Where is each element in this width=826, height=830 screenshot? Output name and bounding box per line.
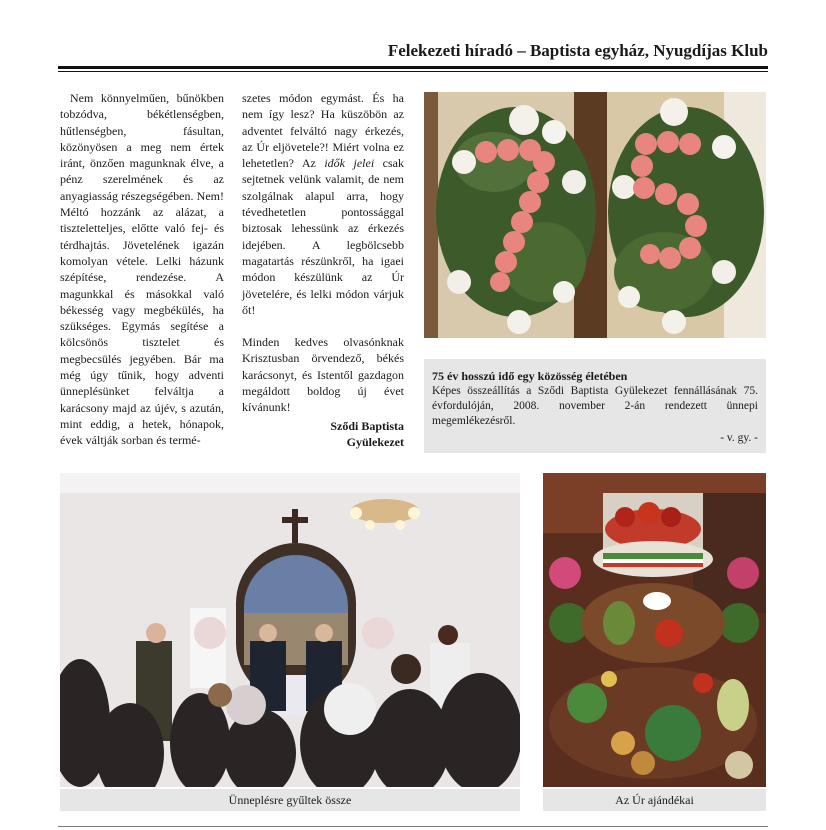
caption-congregation: Ünneplésre gyűltek össze: [60, 789, 520, 811]
column-2-text-a: szetes módon egymást. És ha nem így lesz? Ha küszöbön az adventet felváltó nagy érkezés, az Úr eljövetele?! Miért volna ez lehetetlen? Az: [242, 91, 404, 171]
photo-caption-box: [424, 359, 766, 453]
header-rule-thick: [58, 66, 768, 69]
article-column-1: [60, 90, 224, 449]
page-header: Felekezeti híradó – Baptista egyház, Nyugdíjas Klub: [387, 41, 768, 60]
caption-gifts: Az Úr ajándékai: [543, 789, 766, 811]
header-rule-thin: [58, 71, 768, 72]
greeting-text: Minden kedves olvasónknak Krisztusban örvendező, békés karácsonyt, és Istentől gazdagon megáldott boldog új évet kívánunk!: [242, 335, 404, 415]
caption-author: - v. gy. -: [720, 432, 758, 444]
signature: [242, 418, 404, 451]
column-2-text-b: csak sejtetnek velünk valamit, de nem szolgálnak alapul arra, hogy tévedhetetlen pontossággal biztosak lehessünk az érkezés idejében. A legbölcsebb magatartás részünkről, ha igaei módon készülünk az Úr jövetelére, és lelki módon várjuk őt!: [242, 156, 404, 317]
column-2-text: [242, 90, 404, 318]
caption-body: Képes összeállítás a Sződi Baptista Gyülekezet fennállásának 75. évfordulóján, 2008. november 2-án rendezett ünnepi megemlékezésről.: [432, 385, 758, 427]
column-2-emphasis: idők jelei: [324, 156, 375, 171]
photo-congregation: [60, 473, 520, 787]
column-1-text: Nem könnyelműen, bűnökben tobzódva, békétlenségben, hűtlenségben, fásultan, közönyösen a meg nem értek iránt, önzően magunknak élve, a pénz szerelmének és az anyagiasság részegségében. Nem! Méltó hozzánk az alázat, a tiszteletteljes, előtte való fej- és térdhajtás. Jövetelének igazán komolyan vétele. Lelki házunk szépítése, rendezése. A magunkkal és másokkal való békesség vagy megbékülés, ha szükséges. Egymás segítése a kölcsönös tisztelet és megbecsülés jegyében. Bár ma még úgy tűnik, hogy adventi ünneplésünket felváltja a karácsony majd az újév, s azután, mint eddig, a hetek, hónapok, évek váltják sorban és termé-: [60, 91, 224, 448]
photo-flower-75: [424, 92, 766, 338]
gifts-illustration: [543, 473, 766, 787]
signature-line-1: Sződi Baptista: [330, 418, 404, 433]
footer-rule: [58, 826, 768, 827]
article-column-2: [242, 90, 404, 450]
photo-gifts: [543, 473, 766, 787]
caption-title: 75 év hosszú idő egy közösség életében: [432, 369, 628, 383]
flower-75-illustration: [424, 92, 766, 338]
signature-line-2: Gyülekezet: [346, 434, 404, 449]
congregation-illustration: [60, 473, 520, 787]
